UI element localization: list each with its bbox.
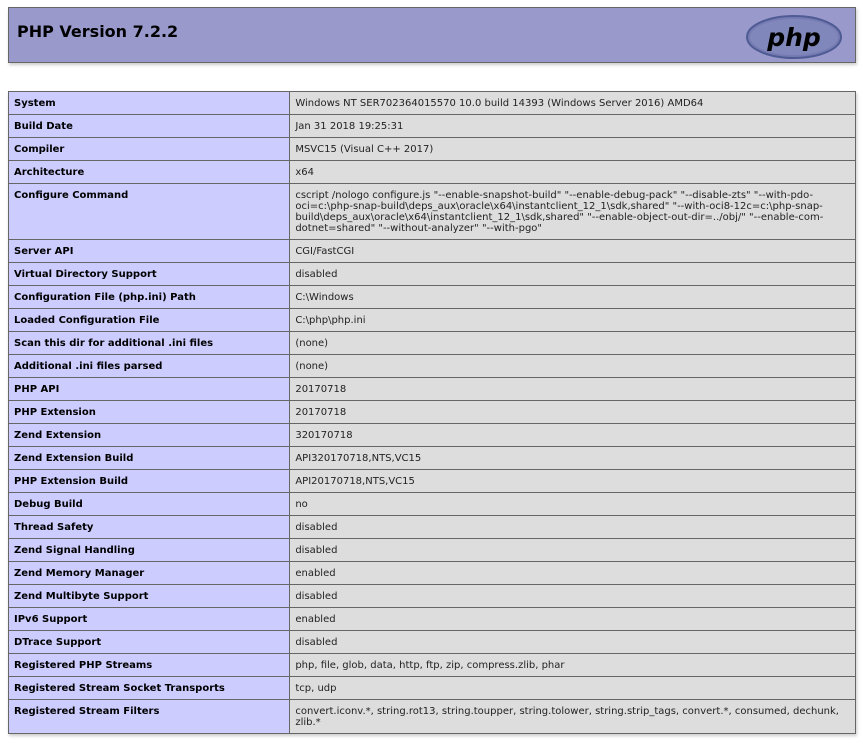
table-row [9,631,856,654]
table-row [9,332,856,355]
table-row [9,161,856,184]
row-value: C:\Windows [290,286,856,309]
php-info-table [8,91,856,734]
table-row [9,92,856,115]
row-label: Server API [9,240,290,263]
row-value: 20170718 [290,401,856,424]
row-value: Jan 31 2018 19:25:31 [290,115,856,138]
row-label: PHP API [9,378,290,401]
row-value: convert.iconv.*, string.rot13, string.toupper, string.tolower, string.strip_tags, convert.*, consumed, dechunk, zlib.* [290,700,856,734]
table-row [9,700,856,734]
row-value: disabled [290,539,856,562]
php-version-header [8,7,856,63]
row-label: Registered Stream Filters [9,700,290,734]
row-value: C:\php\php.ini [290,309,856,332]
row-value: php, file, glob, data, http, ftp, zip, compress.zlib, phar [290,654,856,677]
row-value: enabled [290,608,856,631]
row-label: PHP Extension Build [9,470,290,493]
row-label: Architecture [9,161,290,184]
row-value: (none) [290,355,856,378]
row-label: DTrace Support [9,631,290,654]
table-row [9,378,856,401]
row-label: Loaded Configuration File [9,309,290,332]
row-value: 20170718 [290,378,856,401]
row-label: Debug Build [9,493,290,516]
row-value: CGI/FastCGI [290,240,856,263]
table-row [9,447,856,470]
table-row [9,286,856,309]
phpinfo-page [8,7,856,728]
row-value: tcp, udp [290,677,856,700]
table-row [9,115,856,138]
row-label: Zend Signal Handling [9,539,290,562]
row-label: IPv6 Support [9,608,290,631]
page-title: PHP Version 7.2.2 [17,22,179,41]
row-label: Thread Safety [9,516,290,539]
row-value: disabled [290,631,856,654]
table-row [9,562,856,585]
table-row [9,263,856,286]
row-label: PHP Extension [9,401,290,424]
table-row [9,424,856,447]
row-label: Additional .ini files parsed [9,355,290,378]
table-row [9,516,856,539]
row-label: Virtual Directory Support [9,263,290,286]
row-label: Zend Extension Build [9,447,290,470]
row-label: Build Date [9,115,290,138]
table-row [9,493,856,516]
table-row [9,654,856,677]
row-value: 320170718 [290,424,856,447]
row-value: API20170718,NTS,VC15 [290,470,856,493]
row-value: x64 [290,161,856,184]
row-value: disabled [290,516,856,539]
row-value: no [290,493,856,516]
table-row [9,355,856,378]
row-value: MSVC15 (Visual C++ 2017) [290,138,856,161]
row-value: enabled [290,562,856,585]
row-value: Windows NT SER702364015570 10.0 build 14393 (Windows Server 2016) AMD64 [290,92,856,115]
row-label: Registered Stream Socket Transports [9,677,290,700]
table-row [9,401,856,424]
row-value: cscript /nologo configure.js "--enable-snapshot-build" "--enable-debug-pack" "--disable-zts" "--with-pdo-oci=c:\php-snap-build\deps_aux\oracle\x64\instantclient_12_1\sdk,shared" "--with-oci8-12c=c:\php-snap-build\deps_aux\oracle\x64\instantclient_12_1\sdk,shared" "--enable-object-out-dir=../obj/" "--enable-com-dotnet=shared" "--without-analyzer" "--with-pgo" [290,184,856,240]
row-label: System [9,92,290,115]
table-row [9,585,856,608]
row-label: Registered PHP Streams [9,654,290,677]
table-row [9,539,856,562]
row-label: Zend Multibyte Support [9,585,290,608]
row-value: disabled [290,585,856,608]
row-value: API320170718,NTS,VC15 [290,447,856,470]
row-value: disabled [290,263,856,286]
row-label: Configuration File (php.ini) Path [9,286,290,309]
table-row [9,608,856,631]
row-label: Compiler [9,138,290,161]
row-label: Zend Memory Manager [9,562,290,585]
row-label: Zend Extension [9,424,290,447]
php-logo-icon [745,14,843,60]
row-label: Scan this dir for additional .ini files [9,332,290,355]
row-value: (none) [290,332,856,355]
row-label: Configure Command [9,184,290,240]
table-row [9,184,856,240]
table-row [9,138,856,161]
table-row [9,677,856,700]
php-logo-text: php [767,23,821,52]
table-row [9,309,856,332]
table-row [9,470,856,493]
table-row [9,240,856,263]
